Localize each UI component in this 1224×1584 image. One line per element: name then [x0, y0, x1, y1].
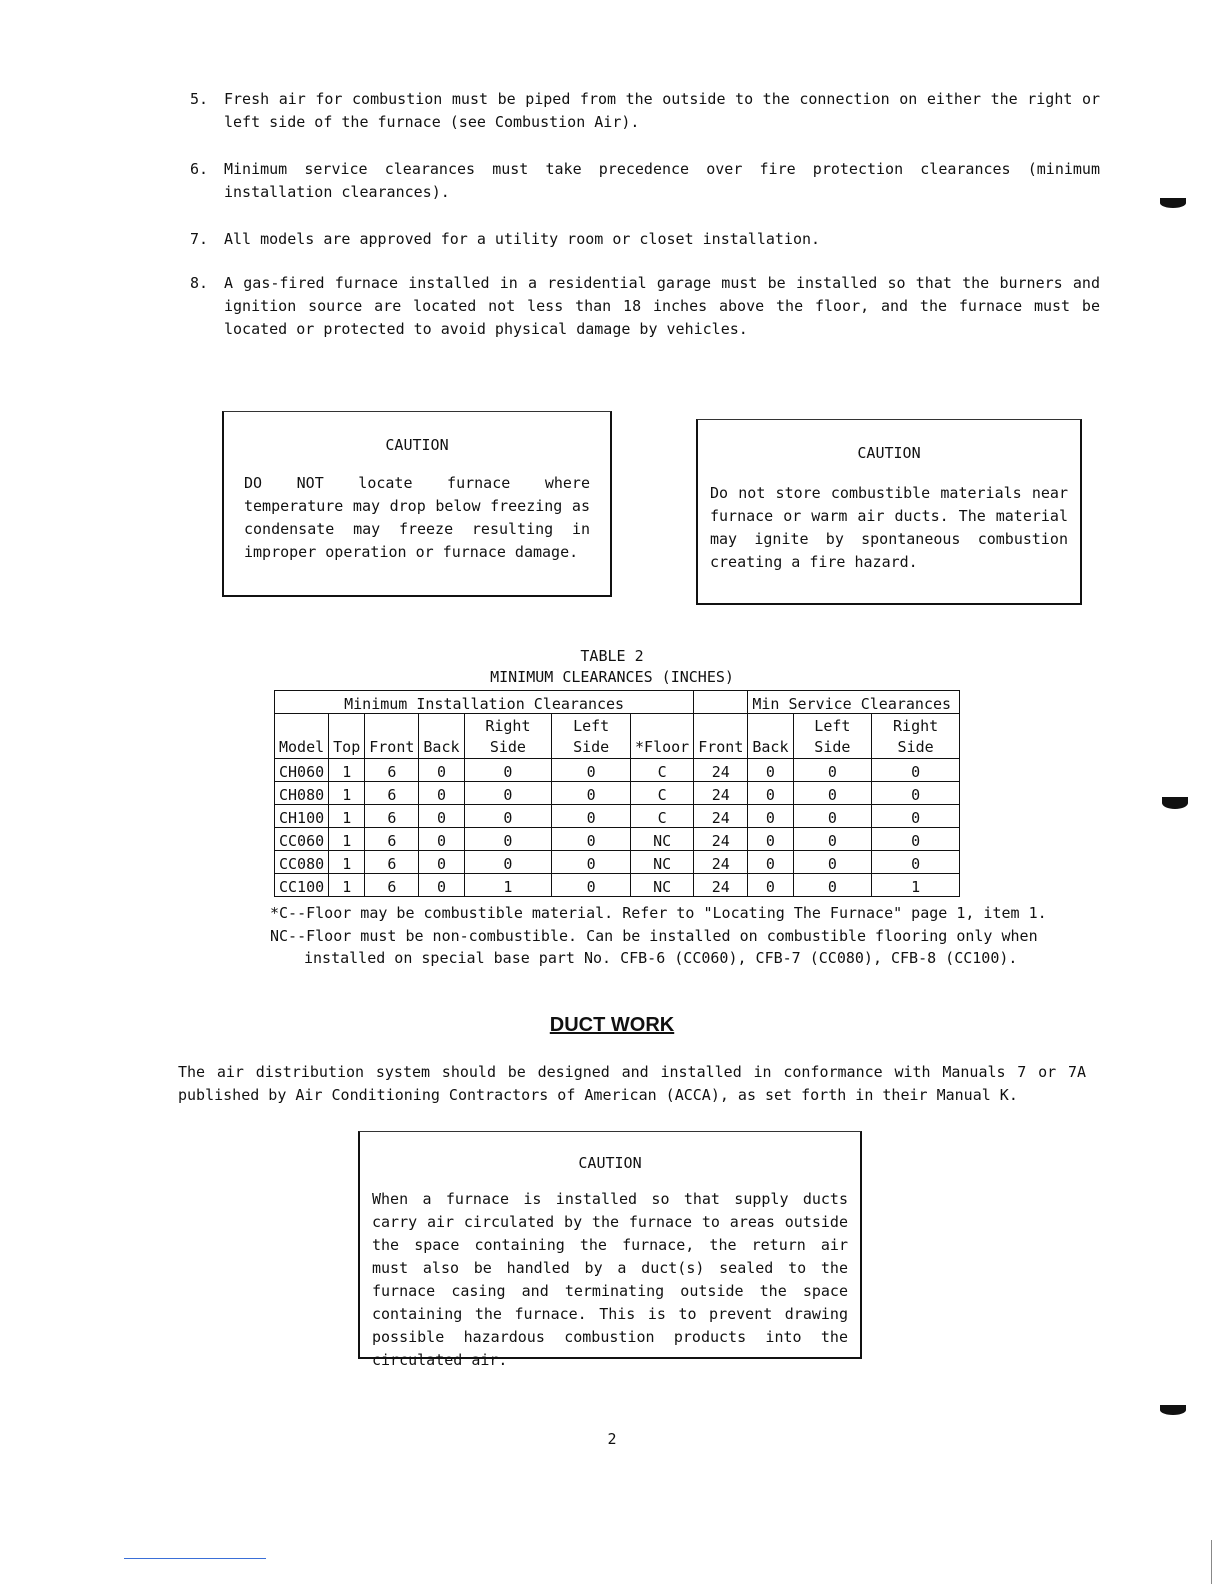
table-cell: CH100 [275, 805, 329, 828]
table-cell: 0 [552, 805, 631, 828]
table-cell: 6 [365, 874, 419, 897]
table-cell: 24 [694, 759, 748, 782]
footnote-noncombustible-cont: installed on special base part No. CFB-6 (CC060), CFB-7 (CC080), CFB-8 (CC100). [304, 949, 1018, 967]
table-cell: 1 [464, 874, 552, 897]
table-cell: 24 [694, 851, 748, 874]
table-cell: 0 [419, 782, 464, 805]
table-row [275, 851, 960, 874]
caution-title: CAUTION [385, 436, 449, 454]
caution-box-combustibles [696, 419, 1082, 605]
column-header: Front [694, 714, 748, 759]
table-row [275, 759, 960, 782]
table-cell: 1 [329, 828, 365, 851]
table-cell: 0 [419, 851, 464, 874]
table-cell: CH080 [275, 782, 329, 805]
list-item-7 [190, 228, 1100, 251]
group-service-header: Min Service Clearances [748, 691, 960, 714]
table-cell: 0 [464, 828, 552, 851]
table-cell: 1 [329, 874, 365, 897]
table-cell: CC100 [275, 874, 329, 897]
table-cell: 24 [694, 828, 748, 851]
table-cell: 0 [872, 759, 960, 782]
table-column-header [275, 714, 960, 759]
table-cell: 1 [329, 851, 365, 874]
list-item-5 [190, 88, 1100, 134]
table-cell: 0 [793, 828, 872, 851]
caution-box-return-air [358, 1131, 862, 1369]
table-cell: 0 [872, 828, 960, 851]
table-cell: 0 [552, 874, 631, 897]
table-cell: 0 [748, 805, 793, 828]
table-cell: 0 [552, 828, 631, 851]
table-cell: C [631, 782, 694, 805]
table-number: TABLE 2 [580, 647, 644, 665]
footnote-noncombustible: NC--Floor must be non-combustible. Can be installed on combustible flooring only when [270, 927, 1038, 945]
table-cell: C [631, 805, 694, 828]
table-cell: 1 [329, 805, 365, 828]
table-cell: 0 [464, 805, 552, 828]
caution-body: DO NOT locate furnace where temperature may drop below freezing as condensate may freeze resulting in improper operation or furnace damage. [244, 474, 590, 561]
caution-body: When a furnace is installed so that supply ducts carry air circulated by the furnace to areas outside the space containing the furnace, the return air must also be handled by a duct(s) sealed to the furnace casing and terminating outside the space containing the furnace. This is to prevent drawing possible hazardous combustion products into the circulated air. [372, 1190, 848, 1369]
item-text: Minimum service clearances must take precedence over fire protection clearances (minimum installation clearances). [224, 160, 1100, 201]
table-cell: 0 [419, 874, 464, 897]
item-text: A gas-fired furnace installed in a residential garage must be installed so that the burners and ignition source are located not less than 18 inches above the floor, and the furnace must be located or protected to avoid physical damage by vehicles. [224, 274, 1100, 338]
table-cell: 0 [793, 782, 872, 805]
table-cell: 0 [464, 759, 552, 782]
table-cell: 0 [872, 805, 960, 828]
table-row [275, 782, 960, 805]
group-gap [694, 691, 748, 714]
table-body [275, 759, 960, 897]
item-number: 7. [190, 230, 209, 248]
table-cell: 0 [748, 782, 793, 805]
column-header: *Floor [631, 714, 694, 759]
table-cell: 0 [748, 874, 793, 897]
table-cell: 0 [464, 851, 552, 874]
table-cell: 0 [419, 805, 464, 828]
table-cell: 6 [365, 851, 419, 874]
table-cell: 0 [872, 851, 960, 874]
binder-mark-icon [1162, 797, 1188, 809]
caution-title: CAUTION [578, 1154, 642, 1172]
table-row [275, 828, 960, 851]
table-cell: 0 [748, 851, 793, 874]
footnote-combustible: *C--Floor may be combustible material. Refer to "Locating The Furnace" page 1, item 1. [270, 904, 1047, 922]
item-number: 6. [190, 160, 209, 178]
table-cell: 0 [552, 851, 631, 874]
table-cell: 0 [419, 828, 464, 851]
column-header: Back [748, 714, 793, 759]
column-header: Model [275, 714, 329, 759]
column-header: Right Side [464, 714, 552, 759]
table-cell: 0 [748, 828, 793, 851]
table-cell: NC [631, 851, 694, 874]
item-text: All models are approved for a utility room or closet installation. [224, 230, 821, 248]
table-cell: 0 [419, 759, 464, 782]
binder-mark-icon [1160, 198, 1186, 208]
column-header: Left Side [793, 714, 872, 759]
table-row [275, 874, 960, 897]
clearances-table [274, 690, 960, 897]
item-number: 5. [190, 90, 209, 108]
table-cell: CC060 [275, 828, 329, 851]
table-cell: 6 [365, 782, 419, 805]
item-text: Fresh air for combustion must be piped from the outside to the connection on either the right or left side of the furnace (see Combustion Air). [224, 90, 1100, 131]
table-cell: NC [631, 874, 694, 897]
column-header: Right Side [872, 714, 960, 759]
table-row [275, 805, 960, 828]
table-cell: 0 [872, 782, 960, 805]
table-cell: 6 [365, 828, 419, 851]
table-cell: 0 [793, 851, 872, 874]
caution-title: CAUTION [857, 444, 921, 462]
table-cell: 1 [329, 759, 365, 782]
table-cell: 0 [793, 874, 872, 897]
item-number: 8. [190, 274, 209, 292]
table-cell: 0 [748, 759, 793, 782]
section-heading: DUCT WORK [549, 1014, 675, 1036]
table-cell: 24 [694, 782, 748, 805]
column-header: Left Side [552, 714, 631, 759]
table-cell: 6 [365, 759, 419, 782]
binder-mark-icon [1160, 1405, 1186, 1415]
table-cell: 0 [464, 782, 552, 805]
table-cell: 6 [365, 805, 419, 828]
table-cell: 0 [793, 759, 872, 782]
caution-box-freezing [222, 411, 612, 597]
column-header: Front [365, 714, 419, 759]
footer-rule [124, 1558, 266, 1559]
table-cell: CH060 [275, 759, 329, 782]
table-cell: 0 [552, 759, 631, 782]
group-install-header: Minimum Installation Clearances [275, 691, 694, 714]
page-number: 2 [607, 1430, 617, 1448]
edge-rule [1211, 1540, 1212, 1584]
table-title: MINIMUM CLEARANCES (INCHES) [490, 668, 734, 686]
caution-body: Do not store combustible materials near furnace or warm air ducts. The material may ignite by spontaneous combustion creating a fire hazard. [710, 484, 1068, 571]
table-cell: NC [631, 828, 694, 851]
table-cell: 1 [872, 874, 960, 897]
column-header: Top [329, 714, 365, 759]
table-cell: 24 [694, 805, 748, 828]
table-cell: 1 [329, 782, 365, 805]
table-cell: 0 [552, 782, 631, 805]
table-cell: 0 [793, 805, 872, 828]
list-item-6 [190, 158, 1100, 204]
duct-paragraph: The air distribution system should be designed and installed in conformance with Manuals 7 or 7A published by Air Conditioning Contractors of American (ACCA), as set forth in their Manual K. [178, 1063, 1086, 1104]
list-item-8 [190, 272, 1100, 341]
table-group-header [275, 691, 960, 714]
table-cell: CC080 [275, 851, 329, 874]
table-cell: 24 [694, 874, 748, 897]
table-cell: C [631, 759, 694, 782]
column-header: Back [419, 714, 464, 759]
